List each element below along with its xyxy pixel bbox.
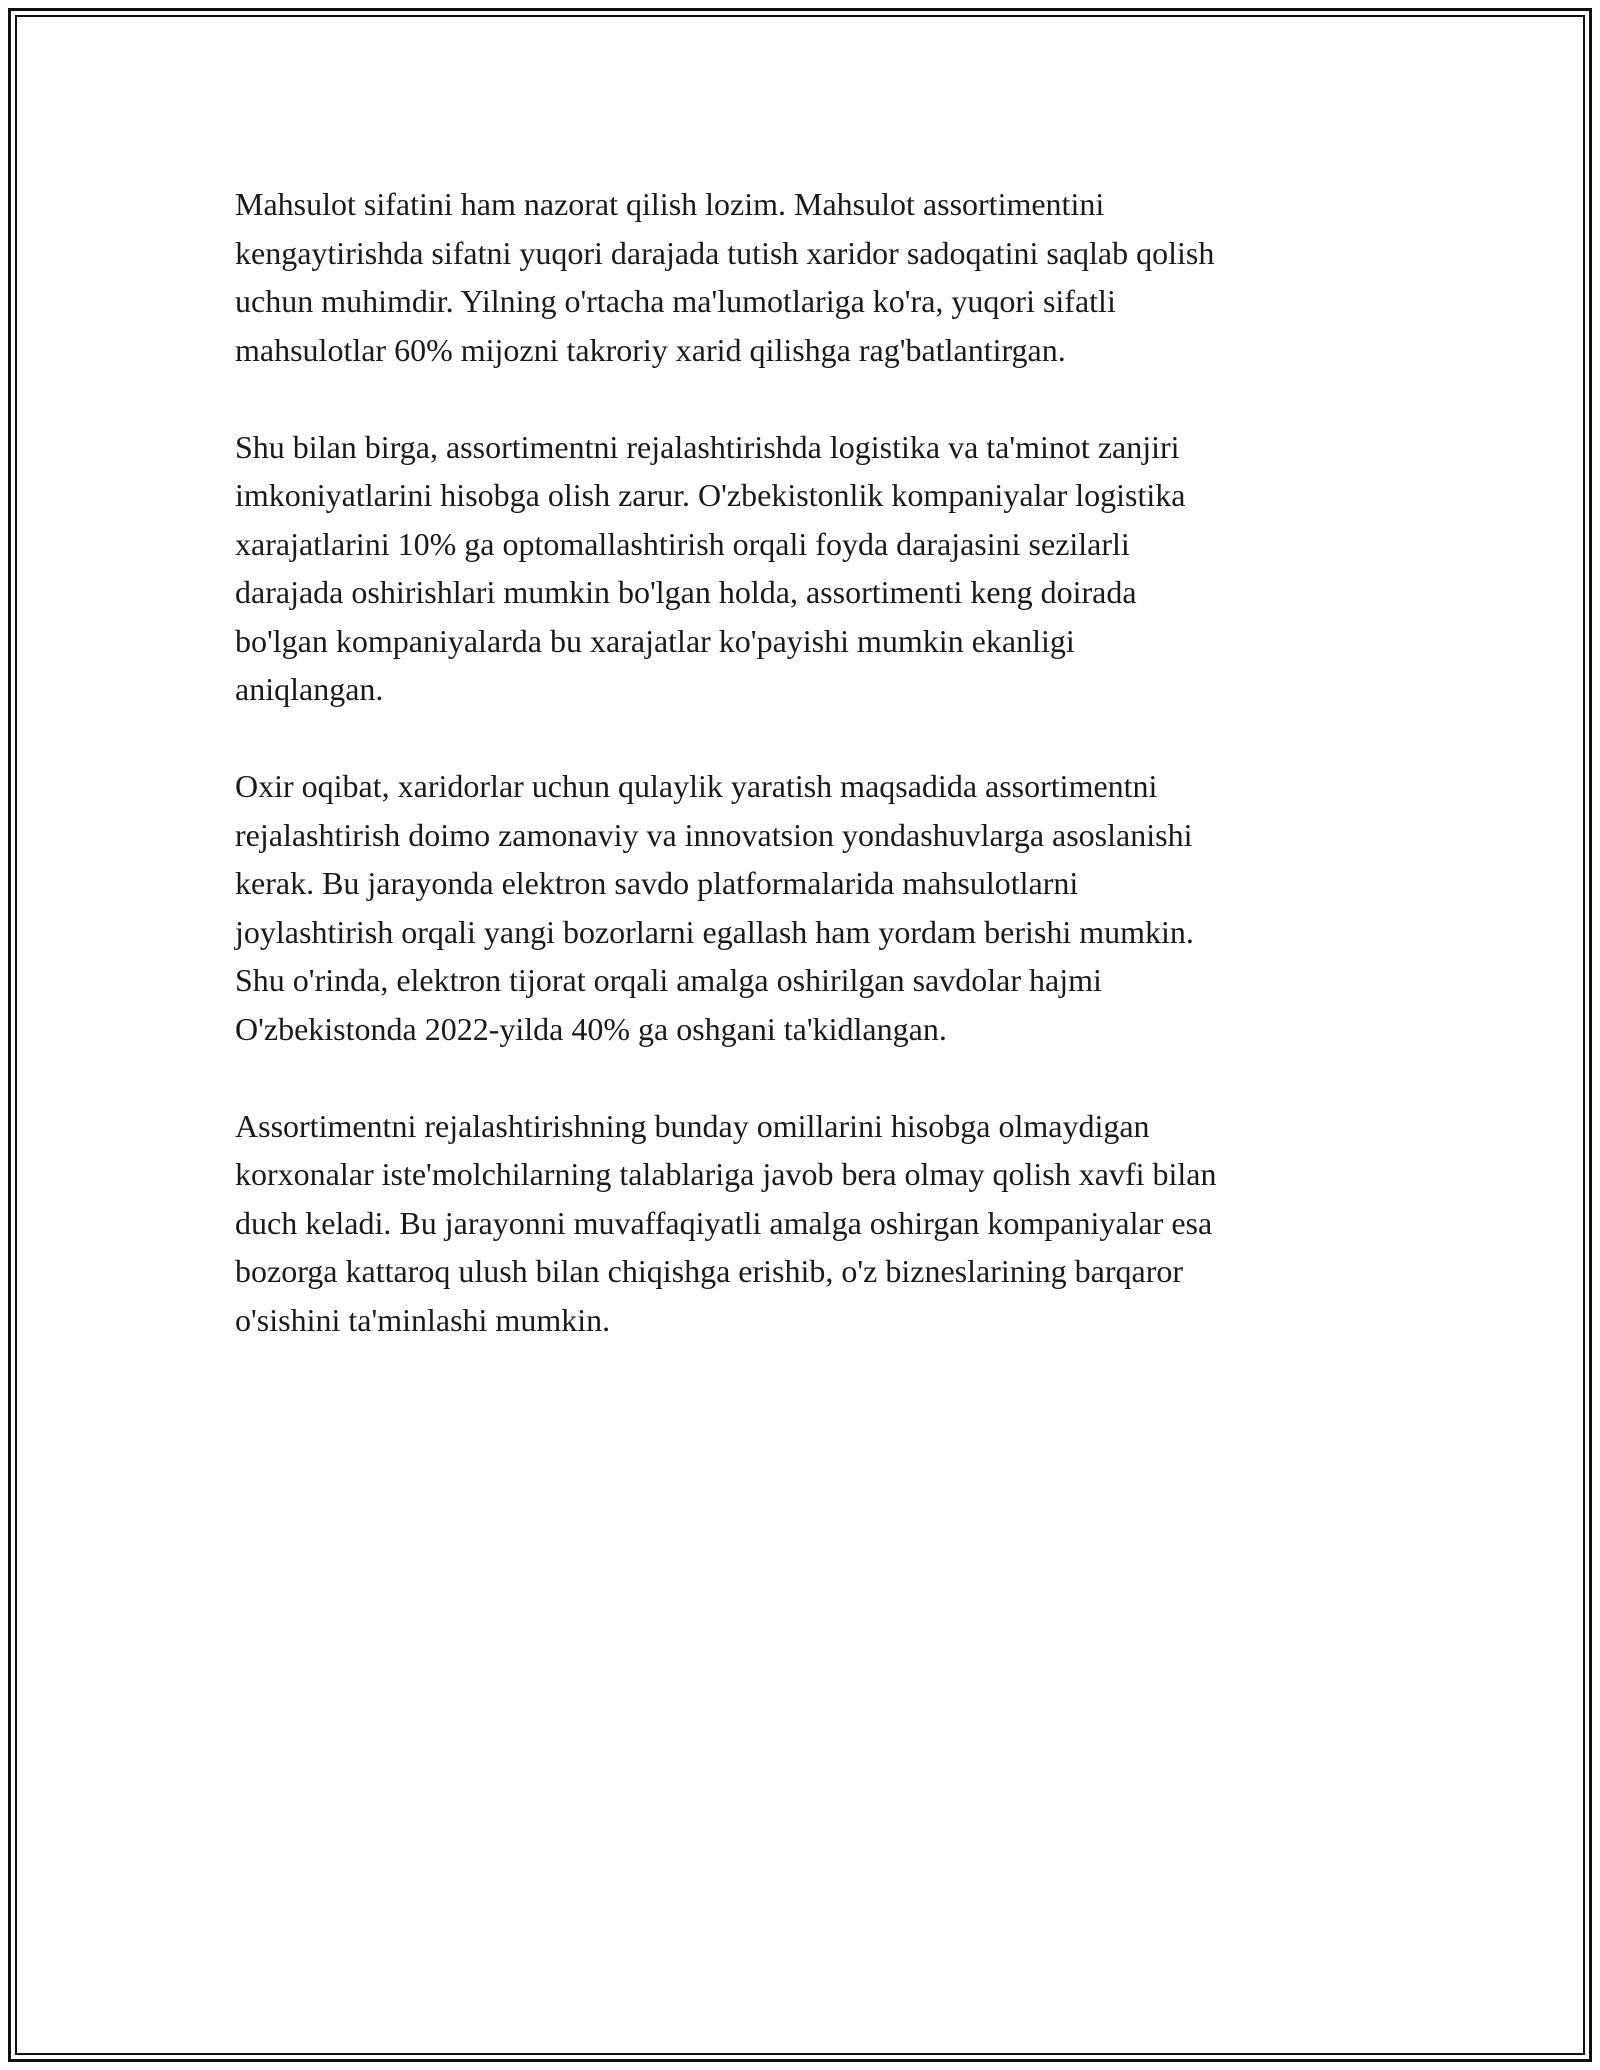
text-line: Mahsulot sifatini ham nazorat qilish lozim. Mahsulot assortimentini (235, 186, 1105, 222)
text-line: aniqlangan. (235, 671, 384, 707)
text-line: duch keladi. Bu jarayonni muvaffaqiyatli amalga oshirgan kompaniyalar esa (235, 1204, 1213, 1241)
document-body (235, 180, 1375, 1393)
text-line: darajada oshirishlari mumkin bo'lgan holda, assortimenti keng doirada (235, 574, 1137, 610)
text-line: O'zbekistonda 2022-yilda 40% ga oshgani ta'kidlangan. (235, 1010, 947, 1047)
text-line: bo'lgan kompaniyalarda bu xarajatlar ko'payishi mumkin ekanligi (235, 622, 1075, 659)
paragraph-4 (235, 1102, 1375, 1345)
text-line: Assortimentni rejalashtirishning bunday omillarini hisobga olmaydigan (235, 1107, 1150, 1144)
text-line: kengaytirishda sifatni yuqori darajada tutish xaridor sadoqatini saqlab qolish (235, 234, 1215, 271)
paragraph-1 (235, 180, 1375, 374)
text-line: rejalashtirish doimo zamonaviy va innovatsion yondashuvlarga asoslanishi (235, 816, 1193, 853)
text-line: bozorga kattaroq ulush bilan chiqishga erishib, o'z bizneslarining barqaror (235, 1253, 1184, 1289)
text-line: xarajatlarini 10% ga optomallashtirish orqali foyda darajasini sezilarli (235, 525, 1130, 562)
paragraph-2 (235, 423, 1375, 714)
text-line: o'sishini ta'minlashi mumkin. (235, 1301, 611, 1338)
text-line: Oxir oqibat, xaridorlar uchun qulaylik yaratish maqsadida assortimentni (235, 768, 1158, 804)
text-line: Shu bilan birga, assortimentni rejalashtirishda logistika va ta'minot zanjiri (235, 428, 1180, 465)
paragraph-3 (235, 762, 1375, 1053)
text-line: imkoniyatlarini hisobga olish zarur. O'zbekistonlik kompaniyalar logistika (235, 477, 1186, 513)
text-line: uchun muhimdir. Yilning o'rtacha ma'lumotlariga ko'ra, yuqori sifatli (235, 283, 1116, 319)
text-line: korxonalar iste'molchilarning talablariga javob bera olmay qolish xavfi bilan (235, 1156, 1217, 1192)
text-line: kerak. Bu jarayonda elektron savdo platformalarida mahsulotlarni (235, 865, 1079, 901)
text-line: joylashtirish orqali yangi bozorlarni egallash ham yordam berishi mumkin. (235, 913, 1194, 950)
text-line: mahsulotlar 60% mijozni takroriy xarid qilishga rag'batlantirgan. (235, 331, 1066, 368)
text-line: Shu o'rinda, elektron tijorat orqali amalga oshirilgan savdolar hajmi (235, 962, 1102, 998)
